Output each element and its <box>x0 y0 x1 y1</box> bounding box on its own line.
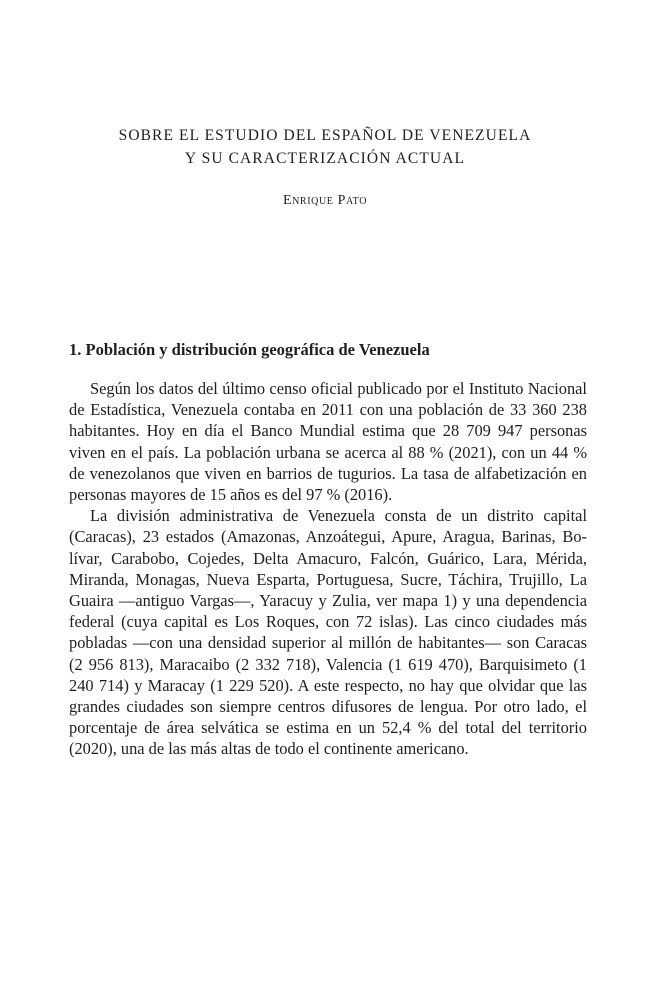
title-line-2: Y SU CARACTERIZACIÓN ACTUAL <box>184 150 466 167</box>
body-text <box>69 378 587 760</box>
article-title <box>0 124 650 170</box>
title-line-1: SOBRE EL ESTUDIO DEL ESPAÑOL DE VENEZUELA <box>118 127 532 144</box>
author-name: Enrique Pato <box>282 193 368 208</box>
paragraph-2: La división administrativa de Venezuela consta de un distrito capital (Caracas), 23 estados (Amazonas, Anzoátegui, Apure, Aragua, Barinas, Bolívar, Carabobo, Cojedes, Delta Amacuro, Falcón, Guárico, Lara, Mérida, Miranda, Monagas, Nueva Esparta, Portuguesa, Sucre, Táchira, Trujillo, La Guaira —antiguo Vargas—, Yaracuy y Zulia, ver mapa 1) y una dependencia federal (cuya capital es Los Roques, con 72 islas). Las cinco ciudades más pobladas —con una densidad superior al millón de habitantes— son Caracas (2 956 813), Maracaibo (2 332 718), Valencia (1 619 470), Barquisimeto (1 240 714) y Maracay (1 229 520). A este respecto, no hay que olvidar que las grandes ciudades son siempre centros difusores de lengua. Por otro lado, el porcentaje de área selvática se estima en un 52,4 % del total del territorio (2020), una de las más altas de todo el continente americano. <box>69 506 587 759</box>
paragraph-1: Según los datos del último censo oficial publicado por el Instituto Nacional de Estadística, Venezuela contaba en 2011 con una población de 33 360 238 habitantes. Hoy en día el Banco Mundial estima que 28 709 947 personas viven en el país. La población urbana se acerca al 88 % (2021), con un 44 % de venezolanos que viven en barrios de tugurios. La tasa de alfabetización en personas mayores de 15 años es del 97 % (2016). <box>69 379 587 505</box>
section-heading: 1. Población y distribución geográfica de Venezuela <box>69 340 430 359</box>
